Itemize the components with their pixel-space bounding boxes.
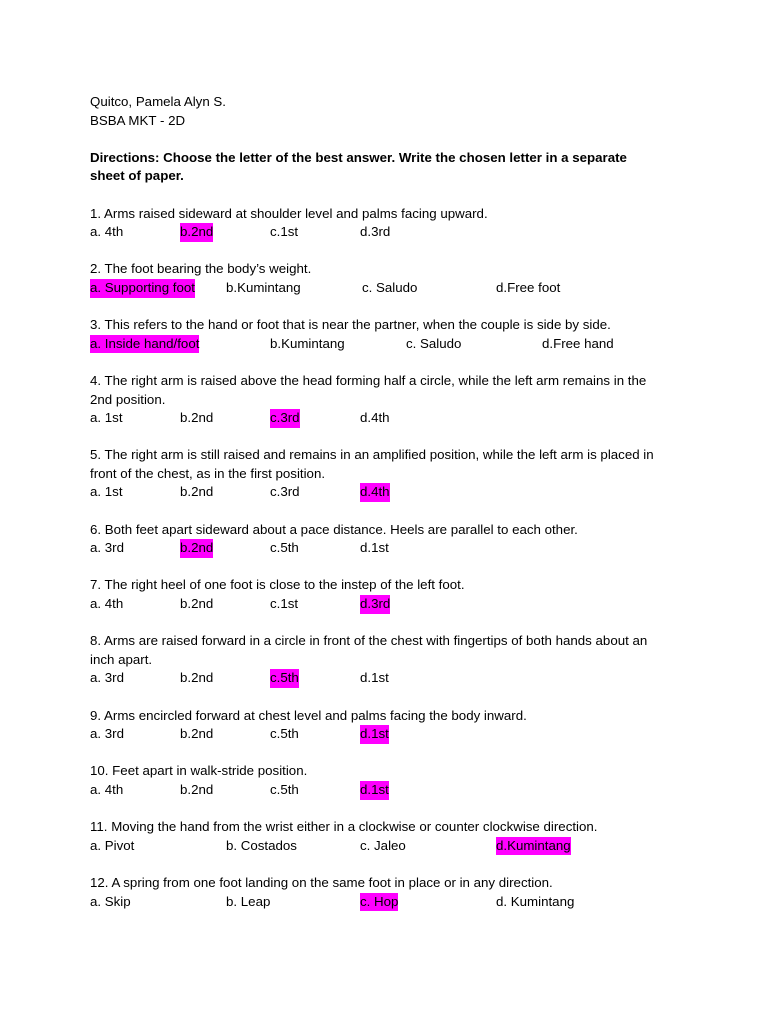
answer-option: d.Free foot xyxy=(496,279,561,295)
answer-option: d.1st xyxy=(360,670,389,686)
question-3 xyxy=(90,316,690,372)
answer-option: c.1st xyxy=(270,224,299,240)
question-stem: 8. Arms are raised forward in a circle in front of the chest with fingertips of both hands about an xyxy=(90,633,648,649)
question-stem: 12. A spring from one foot landing on the same foot in place or in any direction. xyxy=(90,874,553,890)
answer-option: b.Kumintang xyxy=(226,279,301,295)
question-stem: 7. The right heel of one foot is close to the instep of the left foot. xyxy=(90,577,465,593)
spacer xyxy=(90,855,690,874)
answer-options xyxy=(90,279,690,298)
answer-options xyxy=(90,483,690,502)
question-stem: 5. The right arm is still raised and remains in an amplified position, while the left arm is placed in xyxy=(90,447,654,463)
answer-option: c.5th xyxy=(270,726,299,742)
answer-option: b.2nd xyxy=(180,781,214,797)
spacer xyxy=(90,428,690,447)
question-2 xyxy=(90,260,690,316)
answer-option-selected: d.1st xyxy=(360,781,389,800)
answer-options xyxy=(90,539,690,558)
question-stem: 1. Arms raised sideward at shoulder level and palms facing upward. xyxy=(90,205,488,221)
student-name: Quitco, Pamela Alyn S. xyxy=(90,94,226,109)
question-stem: 9. Arms encircled forward at chest level and palms facing the body inward. xyxy=(90,707,527,723)
answer-option-selected: d.1st xyxy=(360,725,389,744)
spacer xyxy=(90,800,690,819)
answer-option: b.2nd xyxy=(180,670,214,686)
spacer xyxy=(90,242,690,261)
question-stem: inch apart. xyxy=(90,651,153,667)
question-11 xyxy=(90,818,690,874)
answer-options xyxy=(90,837,690,856)
answer-option: c. Jaleo xyxy=(360,837,406,853)
answer-option: b. Leap xyxy=(226,893,271,909)
answer-option: c. Saludo xyxy=(406,335,462,351)
spacer xyxy=(90,558,690,577)
answer-option: a. 1st xyxy=(90,484,123,500)
answer-option: c.5th xyxy=(270,781,299,797)
question-4 xyxy=(90,372,690,446)
answer-option: a. Skip xyxy=(90,893,131,909)
question-5 xyxy=(90,446,690,520)
question-8 xyxy=(90,632,690,706)
question-stem: 6. Both feet apart sideward about a pace distance. Heels are parallel to each other. xyxy=(90,521,578,537)
answer-options xyxy=(90,669,690,688)
question-6 xyxy=(90,521,690,577)
answer-options xyxy=(90,409,690,428)
answer-option: d.4th xyxy=(360,410,390,426)
spacer xyxy=(90,186,690,205)
question-stem: 3. This refers to the hand or foot that is near the partner, when the couple is side by side. xyxy=(90,317,611,333)
answer-option-selected: d.3rd xyxy=(360,595,390,614)
answer-option-selected: d.4th xyxy=(360,483,390,502)
directions-line-2: sheet of paper. xyxy=(90,168,184,184)
answer-option: b.2nd xyxy=(180,726,214,742)
answer-option: a. 3rd xyxy=(90,726,125,742)
answer-option-selected: b.2nd xyxy=(180,223,213,242)
answer-option: a. 4th xyxy=(90,224,124,240)
spacer xyxy=(90,130,690,149)
answer-option-selected: b.2nd xyxy=(180,539,213,558)
spacer xyxy=(90,744,690,763)
question-stem: 10. Feet apart in walk-stride position. xyxy=(90,763,308,779)
answer-option-selected: a. Supporting foot xyxy=(90,279,195,298)
answer-option-selected: d.Kumintang xyxy=(496,837,571,856)
answer-option: c.3rd xyxy=(270,484,300,500)
spacer xyxy=(90,614,690,633)
answer-option: b.2nd xyxy=(180,410,214,426)
spacer xyxy=(90,502,690,521)
answer-option: c.5th xyxy=(270,540,299,556)
spacer xyxy=(90,298,690,317)
document-content xyxy=(90,93,690,911)
answer-option: a. 3rd xyxy=(90,540,125,556)
answer-option: b.2nd xyxy=(180,596,214,612)
answer-option: d.1st xyxy=(360,540,389,556)
question-7 xyxy=(90,576,690,632)
answer-option-selected: c.5th xyxy=(270,669,299,688)
answer-option: b.2nd xyxy=(180,484,214,500)
spacer xyxy=(90,353,690,372)
student-course: BSBA MKT - 2D xyxy=(90,112,186,128)
answer-option: d. Kumintang xyxy=(496,893,575,909)
answer-options xyxy=(90,893,690,912)
answer-option: b. Costados xyxy=(226,837,297,853)
question-stem: 11. Moving the hand from the wrist either in a clockwise or counter clockwise direction. xyxy=(90,819,598,835)
answer-option-selected: c.3rd xyxy=(270,409,300,428)
answer-option: d.3rd xyxy=(360,224,391,240)
answer-option: a. 4th xyxy=(90,596,124,612)
answer-option: a. Pivot xyxy=(90,837,135,853)
question-stem: front of the chest, as in the first position. xyxy=(90,465,326,481)
answer-option: c.1st xyxy=(270,596,299,612)
answer-option: a. 1st xyxy=(90,410,123,426)
answer-option-selected: c. Hop xyxy=(360,893,398,912)
answer-option: a. 3rd xyxy=(90,670,125,686)
answer-option-selected: a. Inside hand/foot xyxy=(90,335,199,354)
answer-option: c. Saludo xyxy=(362,279,418,295)
question-1 xyxy=(90,205,690,261)
answer-option: d.Free hand xyxy=(542,335,614,351)
directions-line-1: Directions: Choose the letter of the best answer. Write the chosen letter in a separate xyxy=(90,149,627,165)
answer-options xyxy=(90,223,690,242)
question-stem: 4. The right arm is raised above the head forming half a circle, while the left arm remains in the xyxy=(90,372,647,388)
question-stem: 2. The foot bearing the body’s weight. xyxy=(90,261,312,277)
question-list xyxy=(90,205,690,912)
spacer xyxy=(90,688,690,707)
answer-option: a. 4th xyxy=(90,781,124,797)
question-stem: 2nd position. xyxy=(90,391,166,407)
answer-options xyxy=(90,725,690,744)
answer-options xyxy=(90,781,690,800)
question-9 xyxy=(90,707,690,763)
question-12 xyxy=(90,874,690,911)
answer-options xyxy=(90,335,690,354)
question-10 xyxy=(90,762,690,818)
answer-option: b.Kumintang xyxy=(270,335,345,351)
answer-options xyxy=(90,595,690,614)
